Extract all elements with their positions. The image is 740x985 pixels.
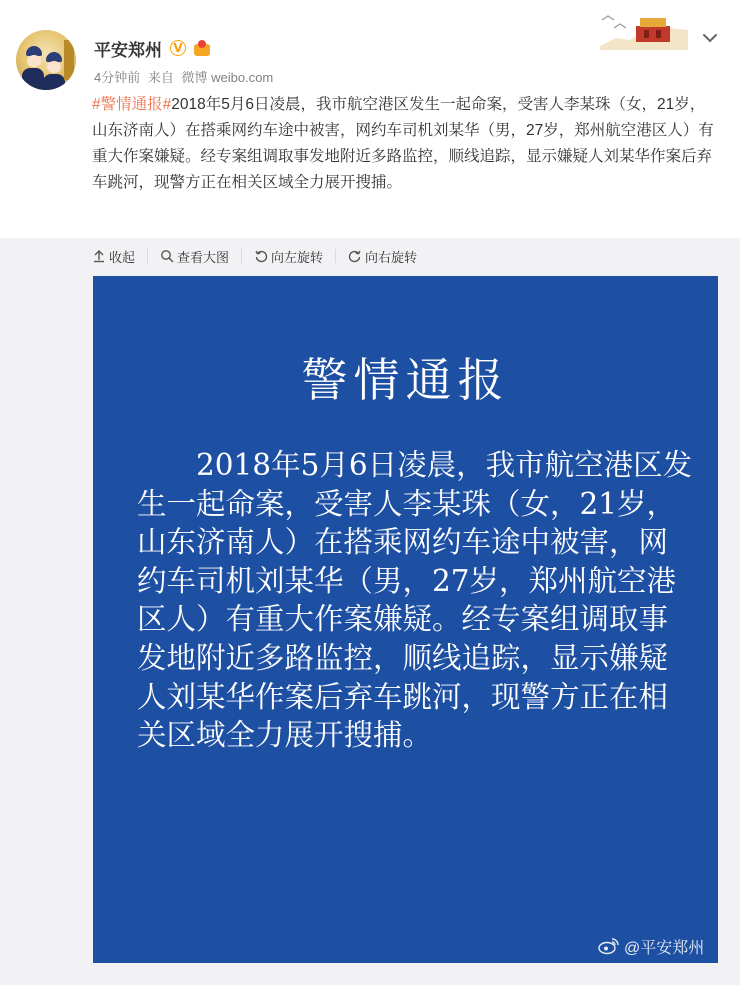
notice-image[interactable] [93, 276, 718, 963]
magnifier-icon [160, 249, 174, 263]
rotate-left-icon [254, 249, 268, 263]
collapse-arrow-icon [92, 249, 106, 263]
collapse-label: 收起 [109, 249, 136, 265]
rotate-right-icon [348, 249, 362, 263]
hashtag-link[interactable]: #警情通报# [92, 96, 172, 113]
weibo-logo-icon [598, 937, 620, 955]
post-body: 2018年5月6日凌晨，我市航空港区发生一起命案，受害人李某珠（女，21岁，山东济南人）在搭乘网约车途中被害，网约车司机刘某华（男，27岁，郑州航空港区人）有重大作案嫌疑。经专案组调取事发地附近多路监控，顺线追踪，显示嫌疑人刘某华作案后弃车跳河，现警方正在相关区域全力展开搜捕。 [92, 96, 714, 191]
view-large-label: 查看大图 [177, 249, 230, 265]
rotate-left-button[interactable] [254, 247, 323, 266]
toolbar-divider [147, 249, 148, 263]
collapse-button[interactable] [92, 247, 135, 266]
rotate-right-button[interactable] [348, 247, 417, 266]
author-row [94, 36, 212, 60]
post-source[interactable]: 微博 weibo.com [181, 70, 274, 85]
membership-badge-icon[interactable] [192, 39, 212, 57]
toolbar-divider [241, 249, 242, 263]
post-meta [94, 67, 277, 86]
notice-title: 警情通报 [301, 353, 510, 407]
watermark-text: @平安郑州 [624, 939, 705, 957]
chevron-down-icon[interactable] [700, 28, 720, 48]
image-watermark [598, 935, 704, 957]
view-large-button[interactable] [160, 247, 229, 266]
post-text [92, 92, 720, 196]
verified-icon[interactable]: V [170, 40, 186, 56]
source-prefix: 来自 [147, 70, 174, 85]
image-toolbar [92, 246, 417, 266]
great-wall-banner [596, 10, 692, 52]
author-name[interactable]: 平安郑州 [94, 40, 162, 60]
notice-body: 2018年5月6日凌晨，我市航空港区发生一起命案，受害人李某珠（女，21岁，山东济南人）在搭乘网约车途中被害，网约车司机刘某华（男，27岁，郑州航空港区人）有重大作案嫌疑。经专案组调取事发地附近多路监控，顺线追踪，显示嫌疑人刘某华作案后弃车跳河，现警方正在相关区域全力展开搜捕。 [137, 448, 693, 753]
toolbar-divider [335, 249, 336, 263]
rotate-left-label: 向左旋转 [271, 249, 324, 265]
avatar[interactable] [16, 30, 76, 90]
rotate-right-label: 向右旋转 [365, 249, 418, 265]
post-time[interactable]: 4分钟前 [94, 70, 141, 85]
